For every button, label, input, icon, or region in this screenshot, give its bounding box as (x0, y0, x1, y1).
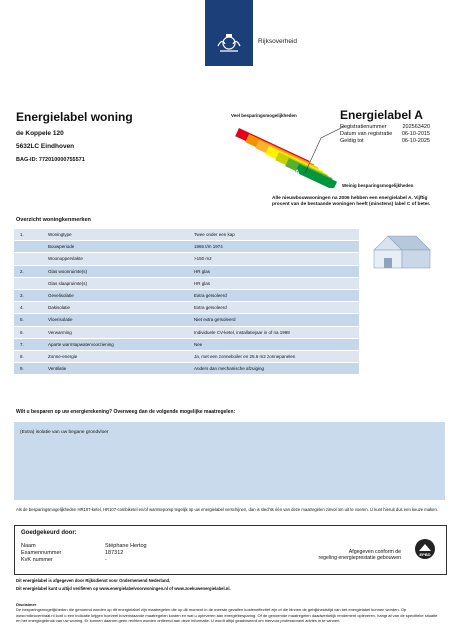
feature-value: Ja, met een zonneboiler en 25.6 m2 zonnepanelen (188, 350, 359, 362)
feature-name: Aparte warmtapwatervoorziening (42, 338, 188, 350)
rijksoverheid-logo-bar (205, 0, 253, 66)
choice-note: Als de besparingsmogelijkheden HR107-ketel, HR107-combiketel en/of warmtepomp tegelijk op uw energielabel verschijnen, dan is slechts één van deze maatregelen zinvol om uit te voeren. U kunt hieruit dus een keuze maken. (16, 507, 439, 512)
feature-name: Bouwperiode (42, 241, 188, 253)
measures-box (14, 422, 445, 500)
feature-value: Niet extra geïsoleerd (188, 314, 359, 326)
feature-name: Verwarming (42, 326, 188, 338)
feature-row (14, 229, 359, 241)
footer-line-2: Dit energielabel kunt u altijd verifiëren op www.energielabelvoorwoningen.nl of www.zoekuwenergielabel.nl. (16, 586, 231, 591)
feature-number: 7. (14, 338, 42, 350)
feature-number: 6. (14, 326, 42, 338)
reg-value: 202563420 (402, 124, 430, 130)
feature-value: HR glas (188, 265, 359, 277)
org-name: Rijksoverheid (258, 38, 298, 45)
approval-label-name: Naam (21, 543, 36, 549)
feature-value: Nee (188, 338, 359, 350)
feature-number: 4. (14, 302, 42, 314)
disclaimer-title: Disclaimer (16, 602, 37, 607)
feature-row (14, 363, 359, 375)
approval-box (14, 525, 447, 575)
feature-name: Glas woonruimte(s) (42, 265, 188, 277)
feature-value: Twee onder een kap (188, 229, 359, 241)
energy-label-graph (225, 118, 355, 188)
graph-top-label: Veel besparingsmogelijkheden (231, 113, 297, 118)
feature-row (14, 314, 359, 326)
feature-value: Anders dan mechanische afzuiging (188, 363, 359, 375)
approval-heading: Goedgekeurd door: (21, 530, 77, 536)
feature-row (14, 302, 359, 314)
page-title: Energielabel woning (16, 110, 133, 124)
reg-value: 06-10-2025 (401, 138, 430, 144)
approval-label-exam: Examennummer (21, 550, 62, 556)
feature-row (14, 326, 359, 338)
feature-value: Extra geïsoleerd (188, 289, 359, 301)
graph-bottom-label: Weinig besparingsmogelijkheden (342, 183, 414, 188)
feature-name: Zonne-energie (42, 350, 188, 362)
info-text: Alle nieuwbouwwoningen na 2006 hebben een energielabel A. Vijftig procent van de bestaande woningen heeft (minstens) label C of beter. (272, 196, 431, 208)
feature-value: Extra geïsoleerd (188, 302, 359, 314)
address-line-1: de Koppele 120 (16, 130, 64, 137)
reg-label: Datum van registratie (340, 131, 393, 137)
savings-question: Wilt u besparen op uw energierekening? Overweeg dan de volgende mogelijke maatregelen: (16, 409, 236, 415)
feature-number (14, 277, 42, 289)
feature-number: 2. (14, 265, 42, 277)
reg-label: Geldig tot (340, 138, 364, 144)
feature-number: 5. (14, 314, 42, 326)
feature-number: 9. (14, 363, 42, 375)
feature-number: 3. (14, 289, 42, 301)
feature-number: 8. (14, 350, 42, 362)
feature-value: 1965 t/m 1974 (188, 241, 359, 253)
feature-row (14, 241, 359, 253)
feature-row (14, 289, 359, 301)
issued-according-text (319, 549, 401, 561)
feature-name: Woningtype (42, 229, 188, 241)
approval-value-name: Stéphane Hertog (105, 543, 147, 549)
disclaimer-text: De besparingsmogelijkheden die genoemd worden op dit energielabel zijn maatregelen die op dit moment in de meeste gevallen kosteneffectief zijn of die binnen de gebijkheidstijd van het energielabel kunnen worden. Op www.milieucentraal.nl kunt u een indicatie krijgen hoeveel bovenstaande maatregelen kosten en wat u opleveren aan energiebesparing. Of de genoemde maatregelen daadwerkelijk rendement opleveren, hangt af van de specifieke situatie en het energiegebruik van uw woning. Er kunnen daarom geen rechten worden ontleend aan deze informatie. U wordt altijd geadviseerd om hiervoor professioneel advies in te winnen. (16, 607, 438, 624)
feature-row (14, 338, 359, 350)
svg-text:EPBD: EPBD (419, 552, 431, 557)
feature-row (14, 350, 359, 362)
approval-value-exam: 187312 (105, 550, 124, 556)
feature-name: Vloerisolatie (42, 314, 188, 326)
feature-number: 1. (14, 229, 42, 241)
feature-name: Gevelisolatie (42, 289, 188, 301)
house-icon (368, 228, 438, 273)
reg-label: Registratienummer (340, 124, 387, 130)
reg-value: 06-10-2015 (401, 131, 430, 137)
measure-item: (Extra) isolatie van uw begane grondvloer (20, 430, 109, 435)
features-table (14, 229, 359, 375)
bag-id: BAG-ID: 772010000755571 (16, 157, 85, 163)
feature-name: Glas slaapruimte(s) (42, 277, 188, 289)
feature-number (14, 253, 42, 265)
issued-line-2: regeling energieprestatie gebouwen (318, 555, 401, 562)
feature-name: Dakisolatie (42, 302, 188, 314)
disclaimer (16, 602, 441, 624)
overview-title: Overzicht woningkenmerken (16, 217, 91, 223)
feature-name: Woonoppervlakte (42, 253, 188, 265)
approval-value-kvk: - (105, 557, 107, 563)
footer-line-1: Dit energielabel is afgegeven door Rijksdienst voor Ondernemend Nederland. (16, 578, 171, 583)
feature-row (14, 253, 359, 265)
issued-line-1: Afgegeven conform de (348, 549, 401, 555)
feature-number (14, 241, 42, 253)
feature-value: HR glas (188, 277, 359, 289)
feature-name: Ventilatie (42, 363, 188, 375)
label-title: Energielabel A (340, 108, 423, 122)
feature-row (14, 265, 359, 277)
approval-label-kvk: KvK nummer (21, 557, 53, 563)
active-class-label: A (295, 170, 300, 176)
feature-row (14, 277, 359, 289)
address-line-2: 5632LC Eindhoven (16, 143, 75, 150)
epbd-logo-icon (414, 538, 436, 560)
crest-icon (214, 32, 244, 54)
feature-value: >150 m2 (188, 253, 359, 265)
feature-value: Individuele CV-ketel, installatiejaar in of na 1998 (188, 326, 359, 338)
